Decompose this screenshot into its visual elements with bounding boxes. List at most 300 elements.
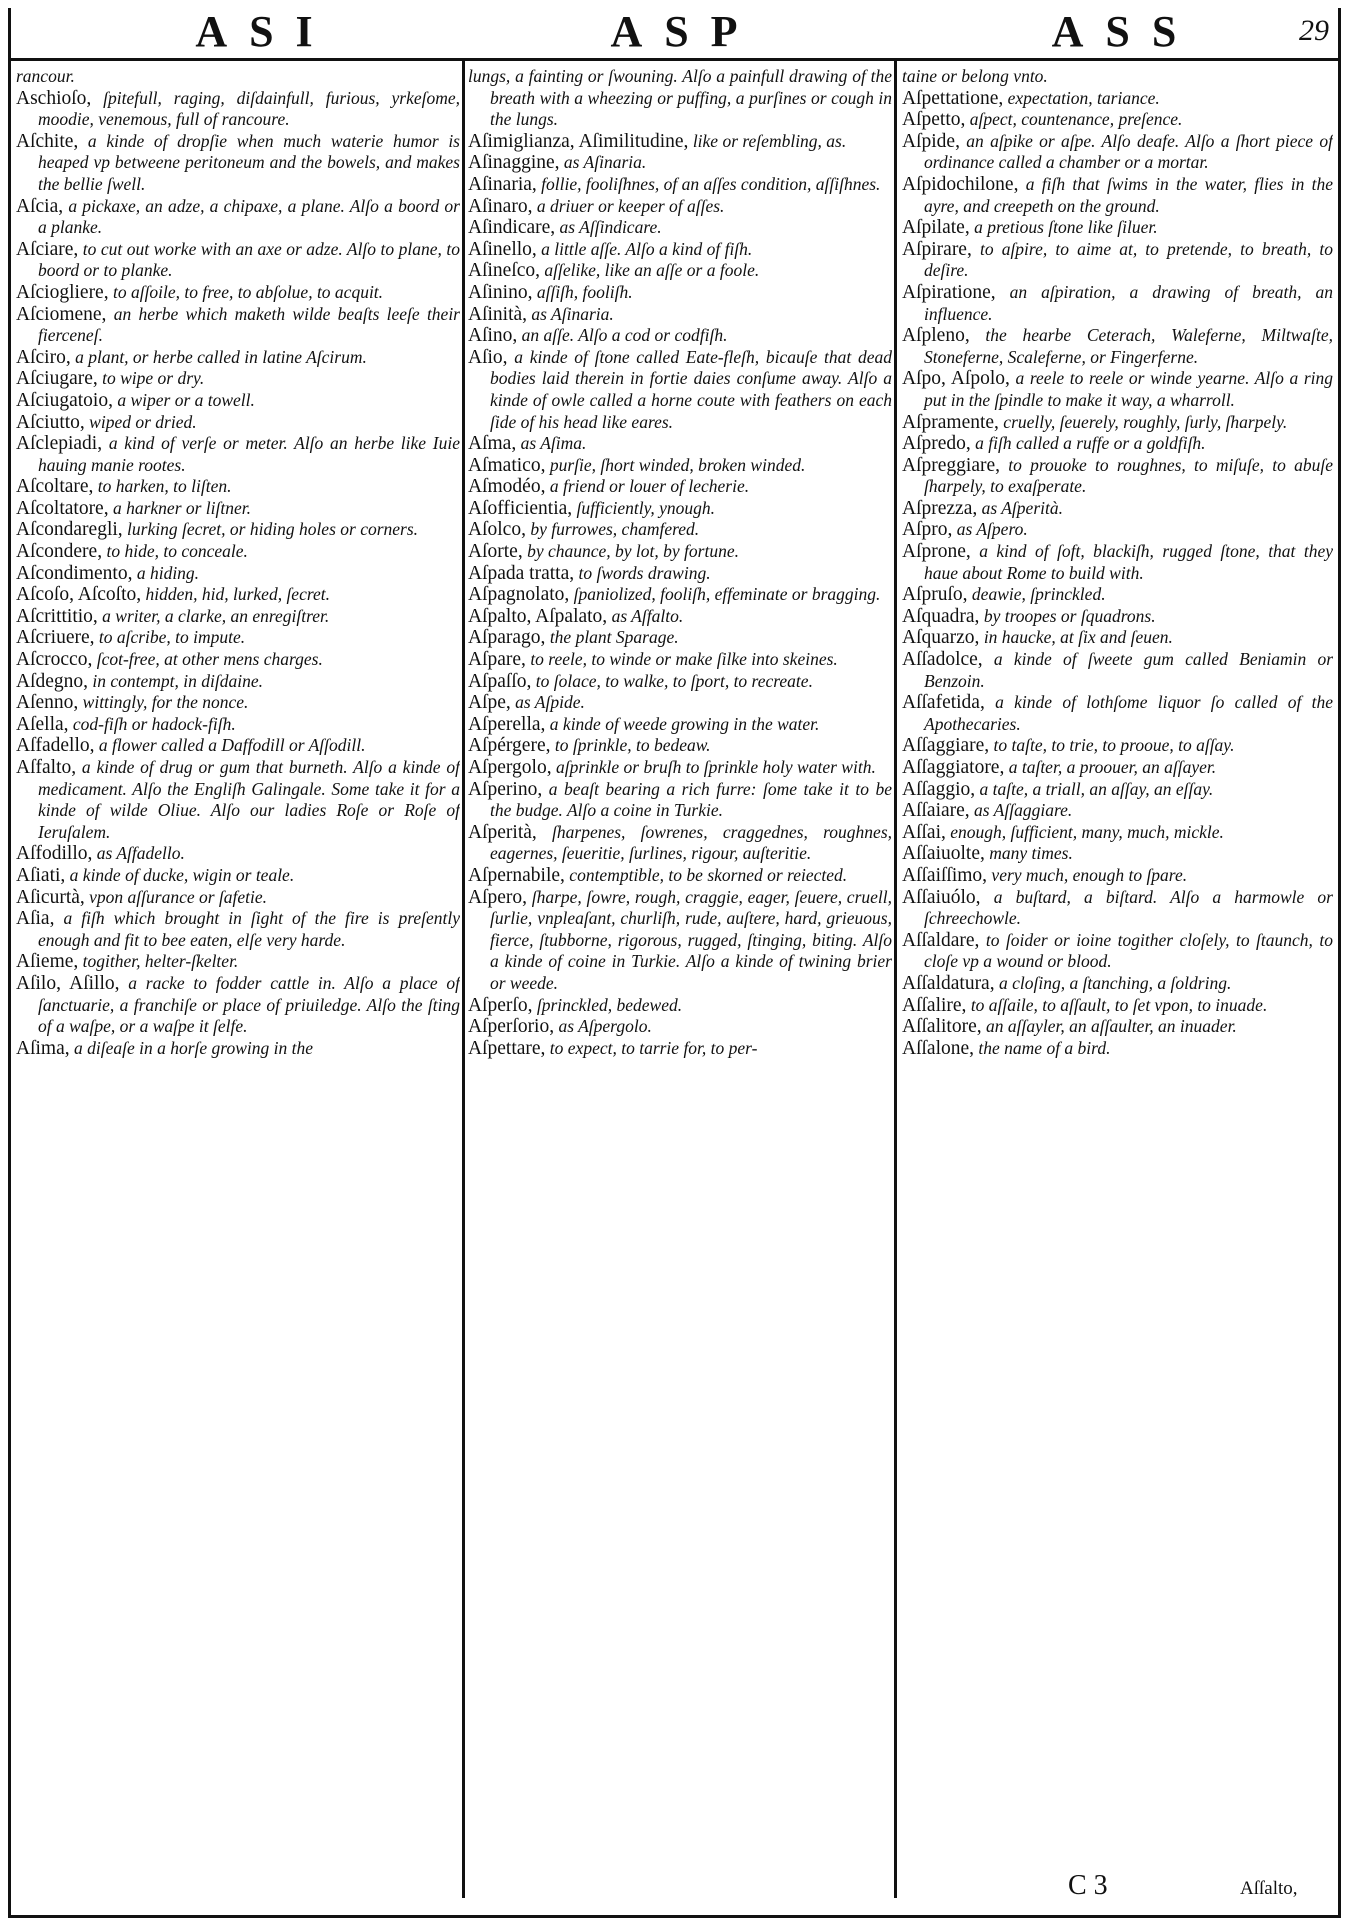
entry-definition: ſprinckled, bedewed. [532, 994, 683, 1015]
entry-headword: Aſciro, [16, 346, 71, 368]
dictionary-entry [16, 347, 460, 369]
dictionary-entry [902, 692, 1333, 735]
entry-definition: to expect, to tarrie for, to per- [545, 1037, 758, 1058]
entry-headword: Aſpergolo, [468, 757, 552, 778]
entry-headword: Aſprezza, [902, 497, 978, 519]
column-1 [16, 66, 460, 1881]
dictionary-entry [468, 692, 892, 714]
entry-headword: Aſſalitore, [902, 1016, 982, 1038]
dictionary-entry [902, 757, 1333, 779]
entry-definition: the plant Sparage. [545, 627, 679, 648]
entry-definition: to ſoider or ioine togither cloſely, to ſtaunch, to cloſe vp a wound or blood. [924, 929, 1333, 972]
entry-definition: an herbe which maketh wilde beaſts leeſe their fierceneſ. [38, 303, 460, 346]
dictionary-entry [16, 692, 460, 714]
dictionary-entry [902, 239, 1333, 282]
entry-headword: Aſindicare, [468, 217, 556, 239]
entry-headword: Aſciare, [16, 238, 79, 260]
dictionary-entry [16, 671, 460, 693]
entry-headword: Aſpredo, [902, 433, 971, 455]
dictionary-entry [902, 627, 1333, 649]
dictionary-entry [902, 822, 1333, 844]
entry-headword: Aſiati, [16, 864, 66, 886]
entry-definition: to wipe or dry. [97, 368, 205, 389]
dictionary-entry [16, 196, 460, 239]
dictionary-entry [902, 1016, 1333, 1038]
dictionary-entry [902, 995, 1333, 1017]
entry-headword: Aſpagnolato, [468, 584, 570, 606]
entry-definition: as Aſfalto. [607, 605, 684, 626]
dictionary-entry [468, 174, 892, 196]
entry-definition: the name of a bird. [974, 1037, 1111, 1058]
entry-headword: Aſmatico, [468, 454, 546, 476]
entry-definition: to ſolace, to walke, to ſport, to recreate. [531, 670, 813, 691]
dictionary-entry [468, 779, 892, 822]
entry-headword: Aſcrittitio, [16, 605, 98, 627]
dictionary-entry [468, 714, 892, 736]
dictionary-entry [902, 217, 1333, 239]
dictionary-entry [468, 282, 892, 304]
dictionary-entry [468, 476, 892, 498]
dictionary-entry [468, 325, 892, 347]
entry-headword: Aſma, [468, 433, 517, 455]
entry-headword: Aſpramente, [902, 411, 999, 433]
entry-definition: a wiper or a towell. [112, 389, 255, 410]
column-rule-1 [462, 58, 465, 1898]
entry-headword: Aſcondere, [16, 541, 103, 563]
entry-headword: Aſcia, [16, 195, 64, 217]
entry-definition: to ſprinkle, to bedeaw. [550, 735, 711, 756]
dictionary-entry [902, 519, 1333, 541]
entry-headword: Aſſafetida, [902, 692, 985, 714]
dictionary-entry [16, 563, 460, 585]
entry-definition: as Aſſaggiare. [969, 800, 1073, 821]
entry-definition: as Aſinaria. [527, 303, 614, 324]
entry-definition: an aſpiration, a drawing of breath, an influence. [924, 281, 1333, 324]
entry-definition: to cut out worke with an axe or adze. Alſo to plane, to boord or to planke. [38, 238, 460, 281]
entry-definition: as Aſpide. [510, 692, 585, 713]
entry-headword: Aſpro, [902, 519, 953, 541]
dictionary-entry [902, 1038, 1333, 1060]
entry-headword: Aſpiratione, [902, 281, 996, 303]
dictionary-entry [468, 627, 892, 649]
entry-headword: Aſprone, [902, 541, 971, 563]
entry-definition: as Aſſindicare. [555, 217, 662, 238]
entry-definition: a diſeaſe in a horſe growing in the [69, 1037, 313, 1058]
entry-headword: Aſinità, [468, 303, 528, 325]
entry-definition: a kind of ſoft, blackiſh, rugged ſtone, that they haue about Rome to build with. [924, 541, 1333, 583]
entry-headword: Aſpe, [468, 692, 511, 714]
entry-definition: a little aſſe. Alſo a kind of fiſh. [536, 238, 753, 259]
dictionary-entry [16, 519, 460, 541]
dictionary-entry [468, 995, 892, 1017]
dictionary-entry [16, 541, 460, 563]
entry-definition: very much, enough to ſpare. [987, 864, 1188, 885]
entry-definition: a beaſt bearing a rich furre: ſome take it to be the budge. Alſo a coine in Turkie. [490, 778, 892, 821]
entry-headword: Aſſadolce, [902, 649, 983, 671]
dictionary-entry [902, 412, 1333, 434]
dictionary-entry [902, 541, 1333, 584]
entry-headword: Aſſaiare, [902, 800, 970, 822]
entry-headword: Aſmodéo, [468, 476, 546, 498]
entry-definition: a driuer or keeper of aſſes. [532, 195, 725, 216]
entry-headword: Aſſaldare, [902, 929, 980, 951]
entry-definition: a writer, a clarke, an enregiſtrer. [97, 605, 330, 626]
dictionary-entry [902, 109, 1333, 131]
dictionary-entry [16, 843, 460, 865]
dictionary-entry [16, 757, 460, 843]
entry-headword: Aſſaggiare, [902, 735, 990, 757]
entry-headword: Aſpérgere, [468, 735, 551, 757]
entry-definition: wiped or dried. [84, 411, 197, 432]
dictionary-entry [16, 412, 460, 434]
entry-definition: in haucke, at ſix and ſeuen. [979, 627, 1173, 648]
entry-definition: ſufficiently, ynough. [572, 497, 716, 518]
entry-definition: a fiſh that ſwims in the water, flies in the ayre, and creepeth on the ground. [924, 173, 1333, 216]
catchword: Aſſalto, [1240, 1878, 1298, 1899]
entry-definition: lungs, a fainting or ſwouning. Alſo a painfull drawing of the breath with a wheezing or puffing, a purſines or cough in the lungs. [468, 66, 892, 130]
entry-headword: Aſima, [16, 1037, 70, 1059]
entry-definition: as Aſperità. [977, 497, 1063, 518]
dictionary-entry [468, 584, 892, 606]
dictionary-entry [902, 930, 1333, 973]
dictionary-entry [468, 519, 892, 541]
entry-definition: a kinde of ducke, wigin or teale. [65, 864, 295, 885]
entry-headword: Aſfadello, [16, 735, 95, 757]
dictionary-entry [902, 973, 1333, 995]
dictionary-entry [468, 822, 892, 865]
entry-definition: an aſſayler, an aſſaulter, an inuader. [981, 1016, 1237, 1037]
dictionary-entry [902, 843, 1333, 865]
entry-definition: follie, fooliſhnes, of an aſſes condition, aſſiſhnes. [536, 173, 881, 194]
entry-definition: a fiſh which brought in ſight of the fire is preſently enough and fit to bee eaten, elſe very harde. [38, 908, 460, 950]
column-3 [902, 66, 1333, 1881]
entry-headword: Aſcriuere, [16, 627, 95, 649]
dictionary-entry [902, 606, 1333, 628]
entry-headword: Aſciugare, [16, 368, 98, 390]
entry-headword: Aſorte, [468, 541, 523, 563]
dictionary-entry [16, 951, 460, 973]
dictionary-entry [902, 800, 1333, 822]
entry-definition: by furrowes, chamfered. [525, 519, 700, 540]
dictionary-entry [468, 239, 892, 261]
entry-headword: Aſciogliere, [16, 281, 109, 303]
entry-headword: Aſinello, [468, 238, 537, 260]
entry-headword: Aſquadra, [902, 605, 980, 627]
entry-headword: Aſineſco, [468, 260, 541, 282]
entry-definition: a pickaxe, an adze, a chipaxe, a plane. Alſo a boord or a planke. [38, 195, 460, 238]
entry-headword: Aſella, [16, 713, 69, 735]
dictionary-entry [16, 239, 460, 282]
entry-definition: to prouoke to roughnes, to miſuſe, to abuſe ſharpely, to exaſperate. [924, 454, 1333, 497]
dictionary-entry [468, 304, 892, 326]
entry-headword: Aſpero, [468, 886, 528, 908]
entry-definition: a flower called a Daffodill or Aſſodill. [94, 735, 366, 756]
dictionary-entry [16, 476, 460, 498]
entry-headword: Aſperità, [468, 821, 537, 843]
entry-definition: to aſpire, to aime at, to pretende, to breath, to deſire. [924, 238, 1333, 281]
entry-headword: Aſſaiuólo, [902, 886, 981, 908]
dictionary-entry [468, 649, 892, 671]
entry-headword: Aſpide, [902, 130, 960, 152]
entry-definition: wittingly, for the nonce. [78, 692, 249, 713]
dictionary-entry [902, 887, 1333, 930]
entry-headword: Aſfalto, [16, 757, 77, 778]
entry-headword: Aſinino, [468, 281, 533, 303]
dictionary-entry [902, 88, 1333, 110]
entry-headword: Aschioſo, [16, 87, 92, 109]
dictionary-entry [16, 735, 460, 757]
entry-definition: as Aſfadello. [92, 843, 185, 864]
entry-definition: a reele to reele or winde yearne. Alſo a ring put in the ſpindle to make it way, a wharroll. [924, 368, 1333, 410]
entry-definition: to reele, to winde or make ſilke into skeines. [525, 649, 838, 670]
entry-definition: an aſpike or aſpe. Alſo deafe. Alſo a ſhort piece of ordinance called a chamber or a mortar. [924, 130, 1333, 173]
entry-definition: contemptible, to be skorned or reiected. [564, 864, 848, 885]
dictionary-entry [16, 304, 460, 347]
entry-definition: a kinde of ſtone called Eate-fleſh, bicauſe that dead bodies laid therein in fortie daies conſume away. Alſo a kinde of owle called a horne coute with feathers on each ſide of his head like eares. [490, 346, 892, 432]
entry-definition: a cloſing, a ſtanching, a ſoldring. [994, 972, 1232, 993]
entry-definition: deawie, ſprinckled. [967, 584, 1106, 605]
column-rule-2 [894, 58, 897, 1898]
entry-definition: to harken, to liſten. [93, 476, 232, 497]
entry-definition: the hearbe Ceterach, Waleferne, Miltwaſte, Stoneferne, Scaleferne, or Fingerferne. [924, 325, 1333, 367]
entry-definition: a kinde of lothſome liquor ſo called of the Apothecaries. [924, 692, 1333, 734]
dictionary-entry [468, 455, 892, 477]
dictionary-entry [16, 865, 460, 887]
entry-definition: a kinde of dropſie when much waterie humor is heaped vp betweene peritoneum and the bowels, and makes the bellie ſwell. [38, 130, 460, 194]
entry-headword: Aſcoſo, Aſcoſto, [16, 584, 142, 606]
dictionary-entry [468, 606, 892, 628]
signature-mark: C 3 [1068, 1870, 1108, 1901]
dictionary-entry [902, 865, 1333, 887]
page-number: 29 [1299, 14, 1329, 47]
entry-definition: ſcot-free, at other mens charges. [92, 649, 323, 670]
entry-definition: purſie, ſhort winded, broken winded. [545, 454, 806, 475]
entry-definition: a kinde of ſweete gum called Beniamin or Benzoin. [924, 649, 1333, 691]
entry-definition: a pretious ſtone like ſiluer. [969, 217, 1158, 238]
entry-headword: Aſpetto, [902, 109, 966, 131]
entry-headword: Aſolco, [468, 519, 526, 541]
entry-headword: Aſparago, [468, 627, 546, 649]
dictionary-entry [16, 973, 460, 1038]
running-head-right: ASS [1051, 6, 1199, 56]
dictionary-entry [902, 433, 1333, 455]
dictionary-entry [16, 627, 460, 649]
entry-definition: a kinde of weede growing in the water. [545, 713, 820, 734]
entry-headword: Aſclepiadi, [16, 433, 103, 455]
entry-definition: like or reſembling, as. [688, 130, 847, 151]
entry-headword: Aſciutto, [16, 411, 85, 433]
dictionary-entry [468, 1038, 892, 1060]
dictionary-entry [902, 584, 1333, 606]
entry-definition: a kind of verſe or meter. Alſo an herbe like Iuie hauing manie rootes. [38, 433, 460, 475]
entry-headword: Aſciugatoio, [16, 389, 113, 411]
entry-headword: Aſſaiuolte, [902, 843, 985, 865]
entry-headword: Aſinaggine, [468, 152, 560, 174]
entry-headword: Aſinaria, [468, 173, 537, 195]
entry-definition: as Aſpero. [952, 519, 1028, 540]
dictionary-entry [16, 649, 460, 671]
header-rule [8, 58, 1341, 61]
entry-definition: lurking ſecret, or hiding holes or corners. [122, 519, 419, 540]
dictionary-entry [16, 390, 460, 412]
entry-headword: Aſſaldatura, [902, 972, 995, 994]
dictionary-entry [902, 131, 1333, 174]
dictionary-entry [16, 433, 460, 476]
entry-definition: by troopes or ſquadrons. [979, 605, 1156, 626]
entry-headword: Aſimiglianza, Aſimilitudine, [468, 130, 689, 152]
dictionary-entry [902, 455, 1333, 498]
dictionary-entry [902, 649, 1333, 692]
dictionary-entry [16, 368, 460, 390]
entry-definition: a plant, or herbe called in latine Aſcirum. [70, 346, 367, 367]
dictionary-entry [468, 131, 892, 153]
entry-definition: a harkner or liſtner. [108, 497, 252, 518]
entry-headword: Aſenno, [16, 692, 79, 714]
dictionary-entry [902, 368, 1333, 411]
entry-headword: Aſpalto, Aſpalato, [468, 605, 608, 627]
entry-headword: Aſpernabile, [468, 864, 565, 886]
entry-headword: Aſcrocco, [16, 649, 93, 671]
entry-headword: Aſperella, [468, 713, 546, 735]
dictionary-entry [468, 260, 892, 282]
entry-headword: Aſpo, Aſpolo, [902, 368, 1010, 390]
entry-headword: Aſſalire, [902, 994, 967, 1016]
running-head-center: ASP [610, 6, 760, 56]
entry-definition: an aſſe. Alſo a cod or codfiſh. [517, 325, 728, 346]
entry-definition: a fiſh called a ruffe or a goldfiſh. [970, 433, 1206, 454]
entry-headword: Aſquarzo, [902, 627, 980, 649]
entry-definition: to aſſoile, to free, to abſolue, to acquit. [108, 281, 384, 302]
entry-headword: Aſpleno, [902, 325, 970, 347]
entry-definition: to taſte, to trie, to prooue, to aſſay. [989, 735, 1235, 756]
dictionary-entry [16, 282, 460, 304]
entry-definition: vpon aſſurance or ſafetie. [84, 886, 268, 907]
dictionary-entry [902, 66, 1333, 88]
dictionary-entry [468, 433, 892, 455]
entry-headword: Aſſaggiatore, [902, 757, 1005, 778]
entry-headword: Aſcoltatore, [16, 497, 109, 519]
entry-headword: Aſilo, Aſillo, [16, 972, 120, 994]
dictionary-entry [468, 865, 892, 887]
entry-definition: cruelly, ſeuerely, roughly, ſurly, ſharpely. [998, 411, 1288, 432]
entry-headword: Aſofficientia, [468, 497, 573, 519]
entry-definition: aſprinkle or bruſh to ſprinkle holy water with. [551, 757, 876, 777]
dictionary-entry [902, 282, 1333, 325]
dictionary-entry [468, 66, 892, 131]
entry-headword: Aſicurtà, [16, 886, 85, 908]
entry-definition: ſharpenes, ſowrenes, craggednes, roughnes, eagernes, ſeueritie, ſurlines, rigour, auſteritie. [490, 821, 892, 864]
entry-headword: Aſperſo, [468, 994, 533, 1016]
dictionary-entry [16, 908, 460, 951]
dictionary-entry [902, 498, 1333, 520]
dictionary-entry [16, 887, 460, 909]
entry-definition: togither, helter-ſkelter. [78, 951, 239, 972]
dictionary-entry [902, 779, 1333, 801]
entry-headword: Aſcoltare, [16, 476, 94, 498]
entry-definition: a kinde of drug or gum that burneth. Alſo a kinde of medicament. Alſo the Engliſh Galingale. Some take it for a kinde of wilde Oliue. Alſo our ladies Roſe or Roſe of Ieruſalem. [38, 757, 460, 842]
entry-definition: cod-fiſh or hadock-fiſh. [68, 713, 236, 734]
dictionary-entry [468, 757, 892, 779]
dictionary-entry [468, 541, 892, 563]
entry-definition: a buſtard, a biſtard. Alſo a harmowle or ſchreechowle. [924, 886, 1333, 929]
entry-definition: to hide, to conceale. [102, 541, 248, 562]
dictionary-entry [16, 88, 460, 131]
entry-headword: Aſpettare, [468, 1037, 546, 1059]
dictionary-entry [902, 174, 1333, 217]
entry-definition: many times. [984, 843, 1073, 864]
entry-definition: hidden, hid, lurked, ſecret. [141, 584, 331, 605]
entry-definition: a taſter, a proouer, an aſſayer. [1004, 757, 1217, 777]
entry-headword: Aſſaggio, [902, 778, 976, 800]
entry-definition: ſharpe, ſowre, rough, craggie, eager, ſeuere, cruell, ſurlie, vnpleaſant, churliſh, rude, auſtere, hard, grieuous, fierce, ſtubborne, rigorous, rugged, ſtinging, biting. Alſo a kinde of coine in Turkie. Alſo a kinde of twining brier or weede. [490, 886, 892, 993]
entry-headword: Aſdegno, [16, 670, 89, 692]
entry-definition: taine or belong vnto. [902, 66, 1048, 86]
entry-headword: Aſpaſſo, [468, 670, 532, 692]
entry-definition: aſſelike, like an aſſe or a foole. [540, 260, 760, 281]
entry-headword: Aſſaiſſimo, [902, 864, 988, 886]
dictionary-entry [468, 152, 892, 174]
entry-headword: Aſcondaregli, [16, 519, 123, 541]
entry-headword: Aſchite, [16, 130, 79, 152]
entry-definition: to ſwords drawing. [574, 562, 711, 583]
column-2 [468, 66, 892, 1881]
entry-definition: a hiding. [132, 562, 200, 583]
entry-headword: Aſcondimento, [16, 562, 133, 584]
entry-definition: as Aſinaria. [559, 152, 647, 173]
entry-headword: Aſinaro, [468, 195, 533, 217]
entry-headword: Aſpreggiare, [902, 454, 1000, 476]
entry-headword: Aſpirare, [902, 238, 972, 260]
dictionary-entry [16, 714, 460, 736]
dictionary-entry [902, 325, 1333, 368]
dictionary-entry [468, 217, 892, 239]
entry-definition: a racke to fodder cattle in. Alſo a place of ſanctuarie, a franchiſe or place of priuiledge. Alſo the ſting of a waſpe, or a waſpe it ſelfe. [38, 972, 460, 1037]
dictionary-entry [16, 498, 460, 520]
dictionary-entry [468, 347, 892, 433]
entry-definition: ſpaniolized, fooliſh, effeminate or bragging. [569, 584, 881, 605]
entry-definition: by chaunce, by lot, by fortune. [522, 541, 739, 562]
dictionary-entry [468, 887, 892, 995]
dictionary-entry [16, 606, 460, 628]
entry-definition: ſpitefull, raging, diſdainfull, furious, yrkeſome, moodie, venemous, full of rancoure. [38, 87, 460, 130]
dictionary-entry [16, 1038, 460, 1060]
entry-headword: Aſino, [468, 325, 518, 347]
dictionary-entry [16, 131, 460, 196]
entry-headword: Aſfodillo, [16, 843, 93, 865]
entry-headword: Aſpare, [468, 649, 526, 671]
entry-headword: Aſpada tratta, [468, 562, 575, 584]
entry-headword: Aſpilate, [902, 217, 970, 239]
entry-headword: Aſpruſo, [902, 584, 968, 606]
entry-definition: aſſiſh, fooliſh. [532, 281, 633, 302]
dictionary-entry [902, 735, 1333, 757]
entry-definition: enough, ſufficient, many, much, mickle. [945, 821, 1224, 842]
entry-headword: Aſio, [468, 346, 508, 368]
entry-definition: rancour. [16, 66, 75, 86]
dictionary-entry [468, 1016, 892, 1038]
running-head-left: ASI [195, 6, 335, 56]
entry-headword: Aſſalone, [902, 1037, 975, 1059]
entry-definition: to aſſaile, to aſſault, to ſet vpon, to inuade. [966, 994, 1268, 1015]
dictionary-entry [16, 584, 460, 606]
entry-headword: Aſpidochilone, [902, 173, 1019, 195]
entry-headword: Aſia, [16, 908, 55, 930]
entry-headword: Aſſai, [902, 821, 946, 843]
entry-definition: a friend or louer of lecherie. [545, 476, 750, 497]
entry-definition: expectation, tariance. [1003, 87, 1160, 108]
dictionary-entry [468, 563, 892, 585]
entry-definition: as Aſima. [516, 433, 587, 454]
